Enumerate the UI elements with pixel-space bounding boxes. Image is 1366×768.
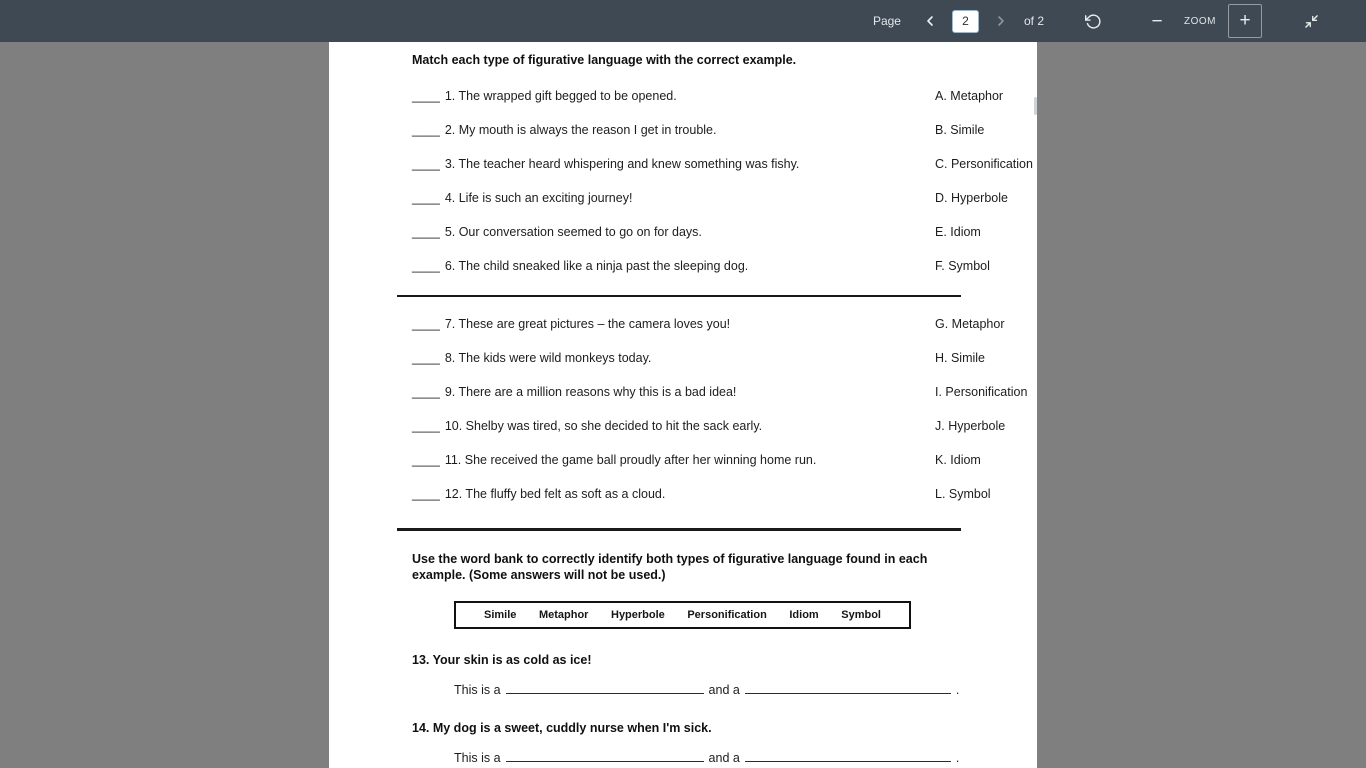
fill-period: . (955, 683, 960, 697)
fill-in-blank[interactable] (506, 751, 704, 762)
previous-page-button[interactable] (915, 6, 945, 36)
section-divider (397, 528, 961, 531)
fill-period: . (955, 751, 960, 765)
answer-blank[interactable]: ____ (412, 317, 440, 331)
match-answer-option: H. Simile (935, 351, 986, 365)
answer-blank[interactable]: ____ (412, 89, 440, 103)
match-answer-option: B. Simile (935, 123, 985, 137)
match-question: 8. The kids were wild monkeys today. (444, 351, 652, 365)
word-bank-term: Simile (484, 609, 517, 621)
match-answer-option: E. Idiom (935, 225, 981, 239)
match-row (412, 385, 1037, 400)
answer-blank[interactable]: ____ (412, 191, 440, 205)
question-13-answer-line (454, 683, 1037, 697)
fill-conjunction: and a (708, 751, 740, 765)
page-count-label: of 2 (1023, 14, 1044, 28)
word-bank-term: Hyperbole (611, 609, 665, 621)
fill-in-blank[interactable] (745, 751, 951, 762)
fill-in-blank[interactable] (506, 683, 704, 694)
match-row (412, 157, 1037, 172)
match-answer-option: K. Idiom (935, 453, 981, 467)
match-row (412, 351, 1037, 366)
chevron-right-icon (993, 13, 1009, 29)
answer-blank[interactable]: ____ (412, 123, 440, 137)
document-page (329, 42, 1037, 768)
next-page-button[interactable] (986, 6, 1016, 36)
match-answer-option: C. Personification (935, 157, 1033, 171)
match-answer-option: A. Metaphor (935, 89, 1004, 103)
match-row (412, 259, 1037, 274)
matching-set-2 (412, 317, 1037, 502)
match-row (412, 419, 1037, 434)
match-question: 9. There are a million reasons why this is a bad idea! (444, 385, 737, 399)
fill-conjunction: and a (708, 683, 740, 697)
match-answer-option: G. Metaphor (935, 317, 1005, 331)
page-number-input[interactable] (952, 10, 979, 33)
question-13: 13. Your skin is as cold as ice! (412, 653, 592, 667)
word-bank (454, 601, 911, 629)
match-row (412, 225, 1037, 240)
match-question: 5. Our conversation seemed to go on for days. (444, 225, 702, 239)
match-question: 7. These are great pictures – the camera loves you! (444, 317, 731, 331)
fill-prefix: This is a (454, 683, 501, 697)
match-row (412, 89, 1037, 104)
matching-set-1 (412, 89, 1037, 274)
section-divider (397, 295, 961, 297)
match-row (412, 453, 1037, 468)
word-bank-section-heading: Use the word bank to correctly identify both types of figurative language found in each example. (Some answers will not be used.) (412, 552, 928, 582)
match-answer-option: J. Hyperbole (935, 419, 1006, 433)
match-question: 1. The wrapped gift begged to be opened. (444, 89, 677, 103)
viewer-toolbar (0, 0, 1366, 42)
zoom-in-button[interactable]: + (1228, 4, 1262, 38)
zoom-label: ZOOM (1184, 15, 1216, 27)
scrollbar-thumb[interactable] (1034, 97, 1037, 115)
word-bank-term: Idiom (789, 609, 819, 621)
match-question: 10. Shelby was tired, so she decided to hit the sack early. (444, 419, 763, 433)
word-bank-term: Symbol (841, 609, 881, 621)
match-answer-option: F. Symbol (935, 259, 990, 273)
question-14: 14. My dog is a sweet, cuddly nurse when I'm sick. (412, 721, 712, 735)
match-answer-option: D. Hyperbole (935, 191, 1008, 205)
fill-in-blank[interactable] (745, 683, 951, 694)
chevron-left-icon (922, 13, 938, 29)
question-14-answer-line (454, 751, 1037, 765)
answer-blank[interactable]: ____ (412, 385, 440, 399)
rotate-icon (1085, 13, 1102, 30)
match-answer-option: I. Personification (935, 385, 1028, 399)
answer-blank[interactable]: ____ (412, 225, 440, 239)
collapse-arrows-icon (1304, 14, 1319, 29)
answer-blank[interactable]: ____ (412, 259, 440, 273)
zoom-out-button[interactable]: − (1142, 6, 1172, 36)
answer-blank[interactable]: ____ (412, 419, 440, 433)
match-question: 11. She received the game ball proudly after her winning home run. (444, 453, 817, 467)
match-question: 2. My mouth is always the reason I get in trouble. (444, 123, 717, 137)
answer-blank[interactable]: ____ (412, 487, 440, 501)
fill-prefix: This is a (454, 751, 501, 765)
match-question: 4. Life is such an exciting journey! (444, 191, 633, 205)
match-answer-option: L. Symbol (935, 487, 991, 501)
page-label: Page (872, 14, 901, 28)
match-row (412, 487, 1037, 502)
match-row (412, 317, 1037, 332)
document-canvas (0, 42, 1366, 768)
answer-blank[interactable]: ____ (412, 351, 440, 365)
match-question: 3. The teacher heard whispering and knew something was fishy. (444, 157, 800, 171)
matching-section-heading: Match each type of figurative language with the correct example. (412, 53, 797, 67)
match-row (412, 191, 1037, 206)
word-bank-term: Personification (687, 609, 767, 621)
answer-blank[interactable]: ____ (412, 157, 440, 171)
match-row (412, 123, 1037, 138)
word-bank-term: Metaphor (538, 609, 589, 621)
match-question: 12. The fluffy bed felt as soft as a cloud. (444, 487, 666, 501)
fit-to-screen-button[interactable] (1296, 6, 1326, 36)
answer-blank[interactable]: ____ (412, 453, 440, 467)
match-question: 6. The child sneaked like a ninja past the sleeping dog. (444, 259, 749, 273)
rotate-button[interactable] (1078, 6, 1108, 36)
